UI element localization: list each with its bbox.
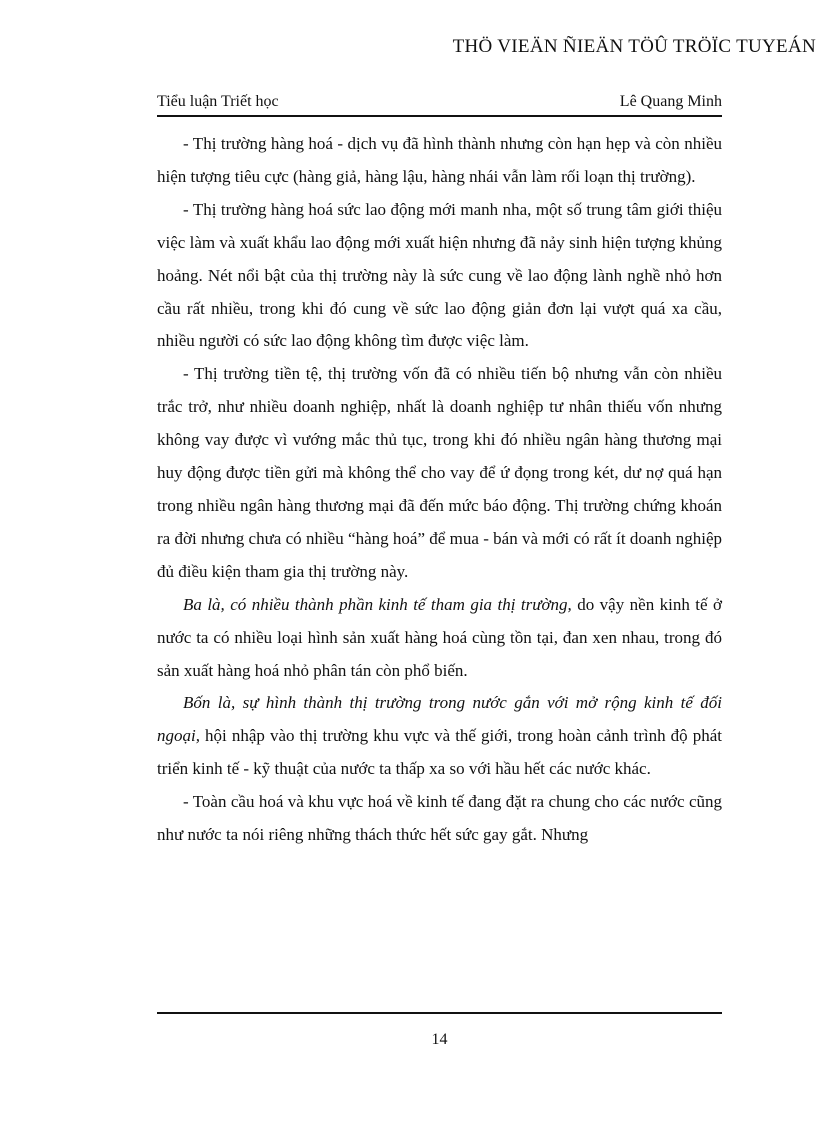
running-header	[157, 93, 722, 111]
paragraph	[157, 589, 722, 688]
paragraph: - Thị trường tiền tệ, thị trường vốn đã có nhiều tiến bộ nhưng vẫn còn nhiều trắc trở, như nhiều doanh nghiệp, nhất là doanh nghiệp tư nhân thiếu vốn nhưng không vay được vì vướng mắc thủ tục, trong khi đó nhiều ngân hàng thương mại huy động được tiền gửi mà không thể cho vay để ứ đọng trong két, dư nợ quá hạn trong nhiều ngân hàng thương mại đã đến mức báo động. Thị trường chứng khoán ra đời nhưng chưa có nhiều “hàng hoá” để mua - bán và mới có rất ít doanh nghiệp đủ điều kiện tham gia thị trường này.	[157, 364, 722, 581]
header-title: Tiểu luận Triết học	[157, 93, 279, 110]
paragraph	[157, 687, 722, 786]
paragraph-rest: do vậy nền kinh tế ở nước ta có nhiều loại hình sản xuất hàng hoá cùng tồn tại, đan xen nhau, trong đó sản xuất hàng hoá nhỏ phân tán còn phổ biến.	[157, 594, 722, 680]
body-text	[157, 128, 722, 852]
paragraph: - Thị trường hàng hoá - dịch vụ đã hình thành nhưng còn hạn hẹp và còn nhiều hiện tượng tiêu cực (hàng giả, hàng lậu, hàng nhái vẫn làm rối loạn thị trường).	[157, 134, 722, 186]
header-divider	[157, 115, 722, 117]
header-author: Lê Quang Minh	[619, 93, 722, 110]
site-banner: THÖ VIEÄN ÑIEÄN TÖÛ TRÖÏC TUYEÁN	[452, 36, 816, 57]
paragraph: - Toàn cầu hoá và khu vực hoá về kinh tế đang đặt ra chung cho các nước cũng như nước ta nói riêng những thách thức hết sức gay gắt. Nhưng	[157, 792, 722, 845]
paragraph: - Thị trường hàng hoá sức lao động mới manh nha, một số trung tâm giới thiệu việc làm và xuất khẩu lao động mới xuất hiện nhưng đã nảy sinh hiện tượng khủng hoảng. Nét nổi bật của thị trường này là sức cung về lao động lành nghề nhỏ hơn cầu rất nhiều, trong khi đó cung về sức lao động giản đơn lại vượt quá xa cầu, nhiều người có sức lao động không tìm được việc làm.	[157, 199, 722, 351]
paragraph-lead-italic: Bốn là, sự hình thành thị trường trong nước gắn với mở rộng kinh tế đối ngoại,	[157, 693, 722, 746]
paragraph-lead-italic: Ba là, có nhiều thành phần kinh tế tham gia thị trường,	[183, 594, 572, 614]
paragraph-rest: hội nhập vào thị trường khu vực và thế giới, trong hoàn cảnh trình độ phát triển kinh tế - kỹ thuật của nước ta thấp xa so với hầu hết các nước khác.	[157, 726, 722, 779]
footer-divider	[157, 1012, 722, 1014]
page-number: 14	[431, 1031, 448, 1048]
